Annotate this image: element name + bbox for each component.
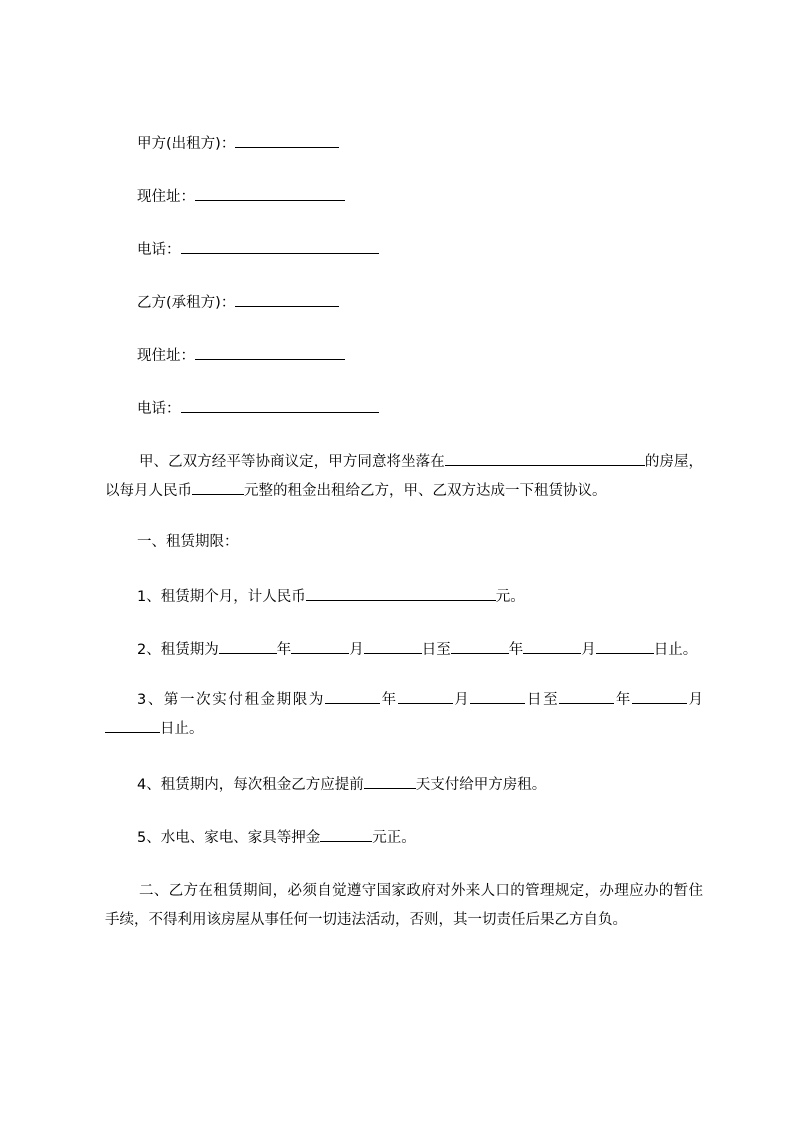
intro-text-3: 元整的租金出租给乙方，甲、乙双方达成一下租赁协议。: [244, 483, 607, 499]
party-a-label: 甲方(出租方)：: [137, 136, 236, 152]
intro-paragraph: [105, 448, 703, 506]
party-b-address-row: [137, 344, 345, 366]
party-b-label: 乙方(承租方)：: [137, 295, 236, 311]
party-b-phone-row: [137, 397, 379, 419]
party-a-name-row: [137, 132, 339, 154]
advance-days-blank[interactable]: [364, 773, 416, 789]
party-a-address-label: 现住址：: [137, 189, 195, 205]
start-month-blank[interactable]: [291, 638, 349, 654]
term-item-3-text: 3、第一次实付租金期限为: [137, 692, 325, 708]
pay-end-year-blank[interactable]: [559, 688, 614, 704]
intro-text-2: 的房屋，以每月人民币: [105, 454, 704, 499]
end-day-label: 日止。: [653, 642, 698, 658]
pay-end-month-blank[interactable]: [632, 688, 687, 704]
term-item-5-unit: 元正。: [372, 830, 416, 846]
start-day-blank[interactable]: [364, 638, 422, 654]
term-item-5: [137, 826, 416, 848]
pay-end-month-label: 月: [686, 692, 704, 708]
term-item-4-tail: 天支付给甲方房租。: [415, 777, 547, 793]
party-a-address-blank[interactable]: [195, 185, 345, 201]
term-item-1-text: 1、租赁期个月，计人民币: [137, 589, 306, 605]
location-blank[interactable]: [445, 450, 645, 466]
party-a-address-row: [137, 185, 345, 207]
pay-start-day-label: 日至: [525, 692, 560, 708]
pay-start-year-blank[interactable]: [325, 688, 380, 704]
term-item-5-text: 5、水电、家电、家具等押金: [137, 830, 321, 846]
term-item-3: [105, 686, 703, 744]
end-month-label: 月: [581, 642, 596, 658]
deposit-blank[interactable]: [320, 826, 372, 842]
end-day-blank[interactable]: [596, 638, 654, 654]
party-b-address-label: 现住址：: [137, 348, 195, 364]
end-year-blank[interactable]: [451, 638, 509, 654]
party-a-name-blank[interactable]: [235, 132, 339, 148]
term-item-2-text: 2、租赁期为: [137, 642, 219, 658]
pay-end-year-label: 年: [614, 692, 632, 708]
party-b-phone-blank[interactable]: [181, 397, 379, 413]
party-a-phone-row: [137, 238, 379, 260]
section1-heading: 一、租赁期限：: [137, 534, 239, 550]
pay-start-month-blank[interactable]: [398, 688, 453, 704]
party-b-name-blank[interactable]: [235, 291, 339, 307]
party-b-address-blank[interactable]: [195, 344, 345, 360]
party-b-phone-label: 电话：: [137, 401, 181, 417]
party-b-name-row: [137, 291, 339, 313]
term-item-1: [137, 585, 525, 607]
term-item-1-unit: 元。: [495, 589, 525, 605]
start-year-blank[interactable]: [219, 638, 277, 654]
start-year-label: 年: [276, 642, 292, 658]
section2-paragraph: 二、乙方在租赁期间，必须自觉遵守国家政府对外来人口的管理规定，办理应办的暂住手续，不得利用该房屋从事任何一切违法活动，否则，其一切责任后果乙方自负。: [105, 883, 703, 928]
start-month-label: 月: [349, 642, 364, 658]
term-item-4-text: 4、租赁期内，每次租金乙方应提前: [137, 777, 364, 793]
start-day-label: 日至: [421, 642, 451, 658]
pay-start-year-label: 年: [379, 692, 398, 708]
party-a-phone-label: 电话：: [137, 242, 181, 258]
end-month-blank[interactable]: [523, 638, 581, 654]
pay-start-day-blank[interactable]: [470, 688, 525, 704]
total-rent-blank[interactable]: [306, 585, 496, 601]
pay-end-day-blank[interactable]: [105, 717, 160, 733]
pay-end-day-label: 日止。: [160, 721, 204, 737]
pay-start-month-label: 月: [452, 692, 471, 708]
term-item-4: [137, 773, 546, 795]
monthly-rent-blank[interactable]: [192, 479, 244, 495]
term-item-2: [137, 638, 697, 660]
party-a-phone-blank[interactable]: [181, 238, 379, 254]
intro-text-1: 甲、乙双方经平等协商议定，甲方同意将坐落在: [139, 454, 445, 470]
end-year-label: 年: [508, 642, 524, 658]
